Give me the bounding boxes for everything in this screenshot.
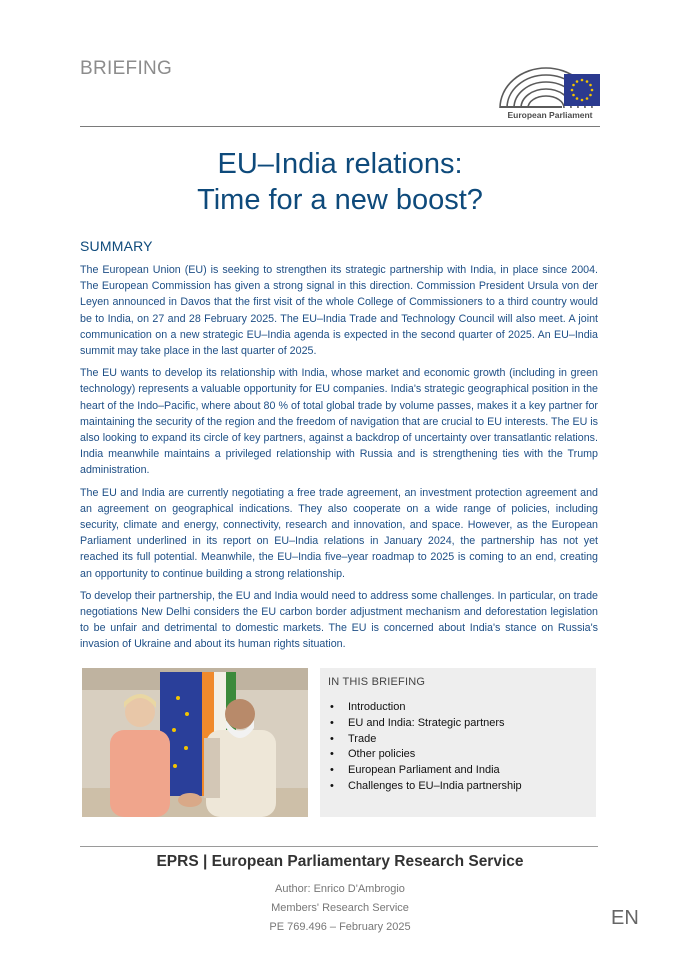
table-of-contents [328, 700, 522, 795]
reference-line: PE 769.496 – February 2025 [269, 921, 411, 933]
title-line-1: EU–India relations: [217, 148, 463, 180]
toc-item[interactable]: • Trade [328, 732, 522, 748]
summary-paragraph: To develop their partnership, the EU and India would need to address some challenges. In particular, on trade negotiations New Delhi considers the EU carbon border adjustment mechanism and deforestation legislation to be unfair and detrimental to domestic markets. The EU is concerned about India's stance on Russia's invasion of Ukraine and about its human rights situation. [80, 589, 598, 651]
in-this-briefing-title: IN THIS BRIEFING [328, 676, 426, 688]
summary-paragraph: The European Union (EU) is seeking to strengthen its strategic partnership with India, in place since 2004. The European Commission has given a strong signal in this direction. Commission President Ursula von der Leyen announced in Davos that the first visit of the whole College of Commissioners to a third country would be to India, on 27 and 28 February 2025. The EU–India Trade and Technology Council will also meet. A joint communication on a new strategic EU–India agenda is expected in the second quarter of 2025. An EU–India summit may take place in the last quarter of 2025. [80, 264, 598, 358]
toc-item[interactable]: • EU and India: Strategic partners [328, 716, 522, 732]
header-divider [80, 126, 600, 127]
department-line: Members' Research Service [271, 902, 409, 914]
footer-divider [80, 846, 598, 847]
document-title [80, 146, 600, 218]
author-line: Author: Enrico D'Ambrogio [275, 883, 405, 895]
eprs-service-name: EPRS | European Parliamentary Research Service [156, 853, 524, 870]
toc-item[interactable]: • Other policies [328, 747, 522, 763]
summary-heading: SUMMARY [80, 238, 153, 254]
summary-paragraph: The EU and India are currently negotiating a free trade agreement, an investment protection agreement and an agreement on geographical indications. They also cooperate on a wide range of policies, including security, climate and energy, connectivity, research and innovation, and space. However, as the European Parliament underlined in its report on EU–India relations in January 2024, the partnership has not yet reached its full potential. Meanwhile, the EU–India five–year roadmap to 2025 is coming to an end, creating an opportunity to continue building a strong relationship. [80, 486, 598, 580]
briefing-label: BRIEFING [80, 58, 173, 79]
toc-item[interactable]: • European Parliament and India [328, 763, 522, 779]
title-line-2: Time for a new boost? [197, 184, 483, 216]
leaders-photo [82, 668, 308, 817]
in-this-briefing-box [320, 668, 596, 817]
toc-item[interactable]: • Introduction [328, 700, 522, 716]
toc-item[interactable]: • Challenges to EU–India partnership [328, 779, 522, 795]
language-code: EN [611, 907, 639, 929]
summary-paragraph: The EU wants to develop its relationship with India, whose market and economic growth (including in green technology) represents a valuable opportunity for EU companies. India's strategic geographical position in the heart of the Indo–Pacific, where about 80 % of total global trade by volume passes, makes it a key partner for maintaining the security of the region and the freedom of navigation that are crucial to EU interests. The EU is also looking to expand its circle of key partners, against a backdrop of uncertainty over transatlantic relations. India meanwhile maintains a privileged relationship with Russia and is strengthening ties with the Trump administration. [80, 367, 598, 477]
logo-text: European Parliament [507, 110, 593, 120]
summary-body [80, 262, 598, 659]
